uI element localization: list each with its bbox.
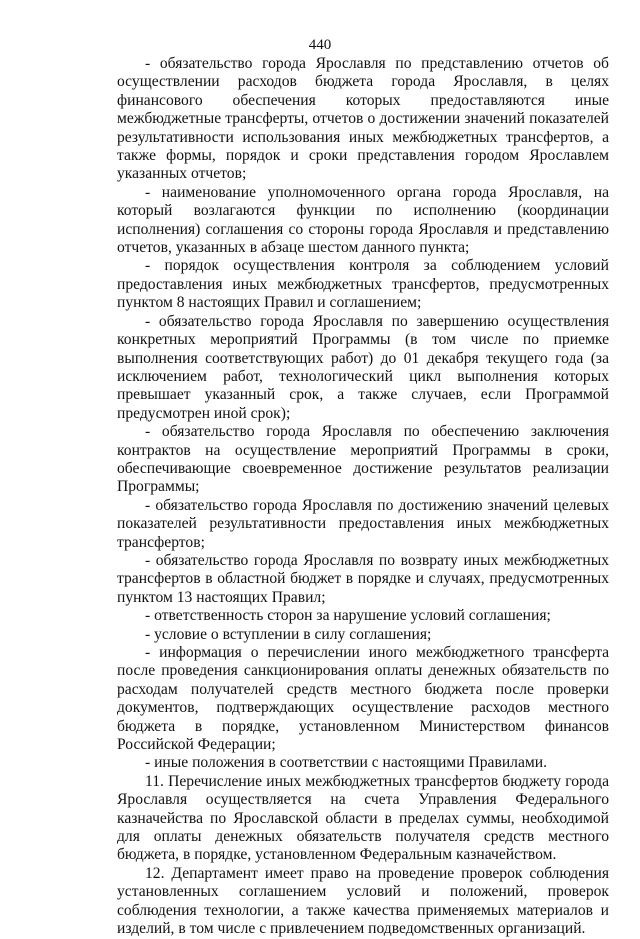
paragraph: 12. Департамент имеет право на проведение проверок соблюдения установленных соглашением условий и положений, проверок соблюдения технологии, а также качества применяемых материалов и изделий, в том числе с привлечением подведомственных организаций.	[117, 864, 609, 938]
paragraph: - обязательство города Ярославля по достижению значений целевых показателей результативности предоставления иных межбюджетных трансфертов;	[117, 496, 609, 551]
paragraph: - порядок осуществления контроля за соблюдением условий предоставления иных межбюджетных трансфертов, предусмотренных пунктом 8 настоящих Правил и соглашением;	[117, 257, 609, 312]
paragraph: - обязательство города Ярославля по обеспечению заключения контрактов на осуществление мероприятий Программы в сроки, обеспечивающие своевременное достижение результатов реализации Программы;	[117, 423, 609, 496]
page-number: 440	[308, 37, 332, 53]
document-body	[117, 55, 609, 939]
paragraph: - обязательство города Ярославля по представлению отчетов об осуществлении расходов бюджета города Ярославля, в целях финансового обеспечения которых предоставляются иные межбюджетные трансферты, отчетов о достижении значений показателей результативности использования иных межбюджетных трансфертов, а также формы, порядок и сроки представления городом Ярославлем указанных отчетов;	[117, 55, 609, 183]
paragraph: - наименование уполномоченного органа города Ярославля, на который возлагаются функции по исполнению (координации исполнения) соглашения со стороны города Ярославля и представлению отчетов, указанных в абзаце шестом данного пункта;	[117, 183, 609, 257]
paragraph: - обязательство города Ярославля по завершению осуществления конкретных мероприятий Программы (в том числе по приемке выполнения соответствующих работ) до 01 декабря текущего года (за исключением работ, технологический цикл выполнения которых превышает указанный срок, а также случаев, если Программой предусмотрен иной срок);	[117, 312, 609, 422]
paragraph: - условие о вступлении в силу соглашения;	[145, 625, 432, 643]
paragraph: - ответственность сторон за нарушение условий соглашения;	[145, 607, 551, 625]
paragraph: - иные положения в соответствии с настоящими Правилами.	[145, 754, 547, 772]
paragraph: - информация о перечислении иного межбюджетного трансферта после проведения санкционирования оплаты денежных обязательств по расходам получателей средств местного бюджета после проверки документов, подтверждающих осуществление расходов местного бюджета в порядке, установленном Министерством финансов Российской Федерации;	[117, 644, 609, 754]
paragraph: 11. Перечисление иных межбюджетных трансфертов бюджету города Ярославля осуществляется на счета Управления Федерального казначейства по Ярославской области в пределах суммы, необходимой для оплаты денежных обязательств получателя средств местного бюджета, в порядке, установленном Федеральным казначейством.	[117, 772, 609, 864]
paragraph: - обязательство города Ярославля по возврату иных межбюджетных трансфертов в областной бюджет в порядке и случаях, предусмотренных пунктом 13 настоящих Правил;	[117, 551, 609, 606]
